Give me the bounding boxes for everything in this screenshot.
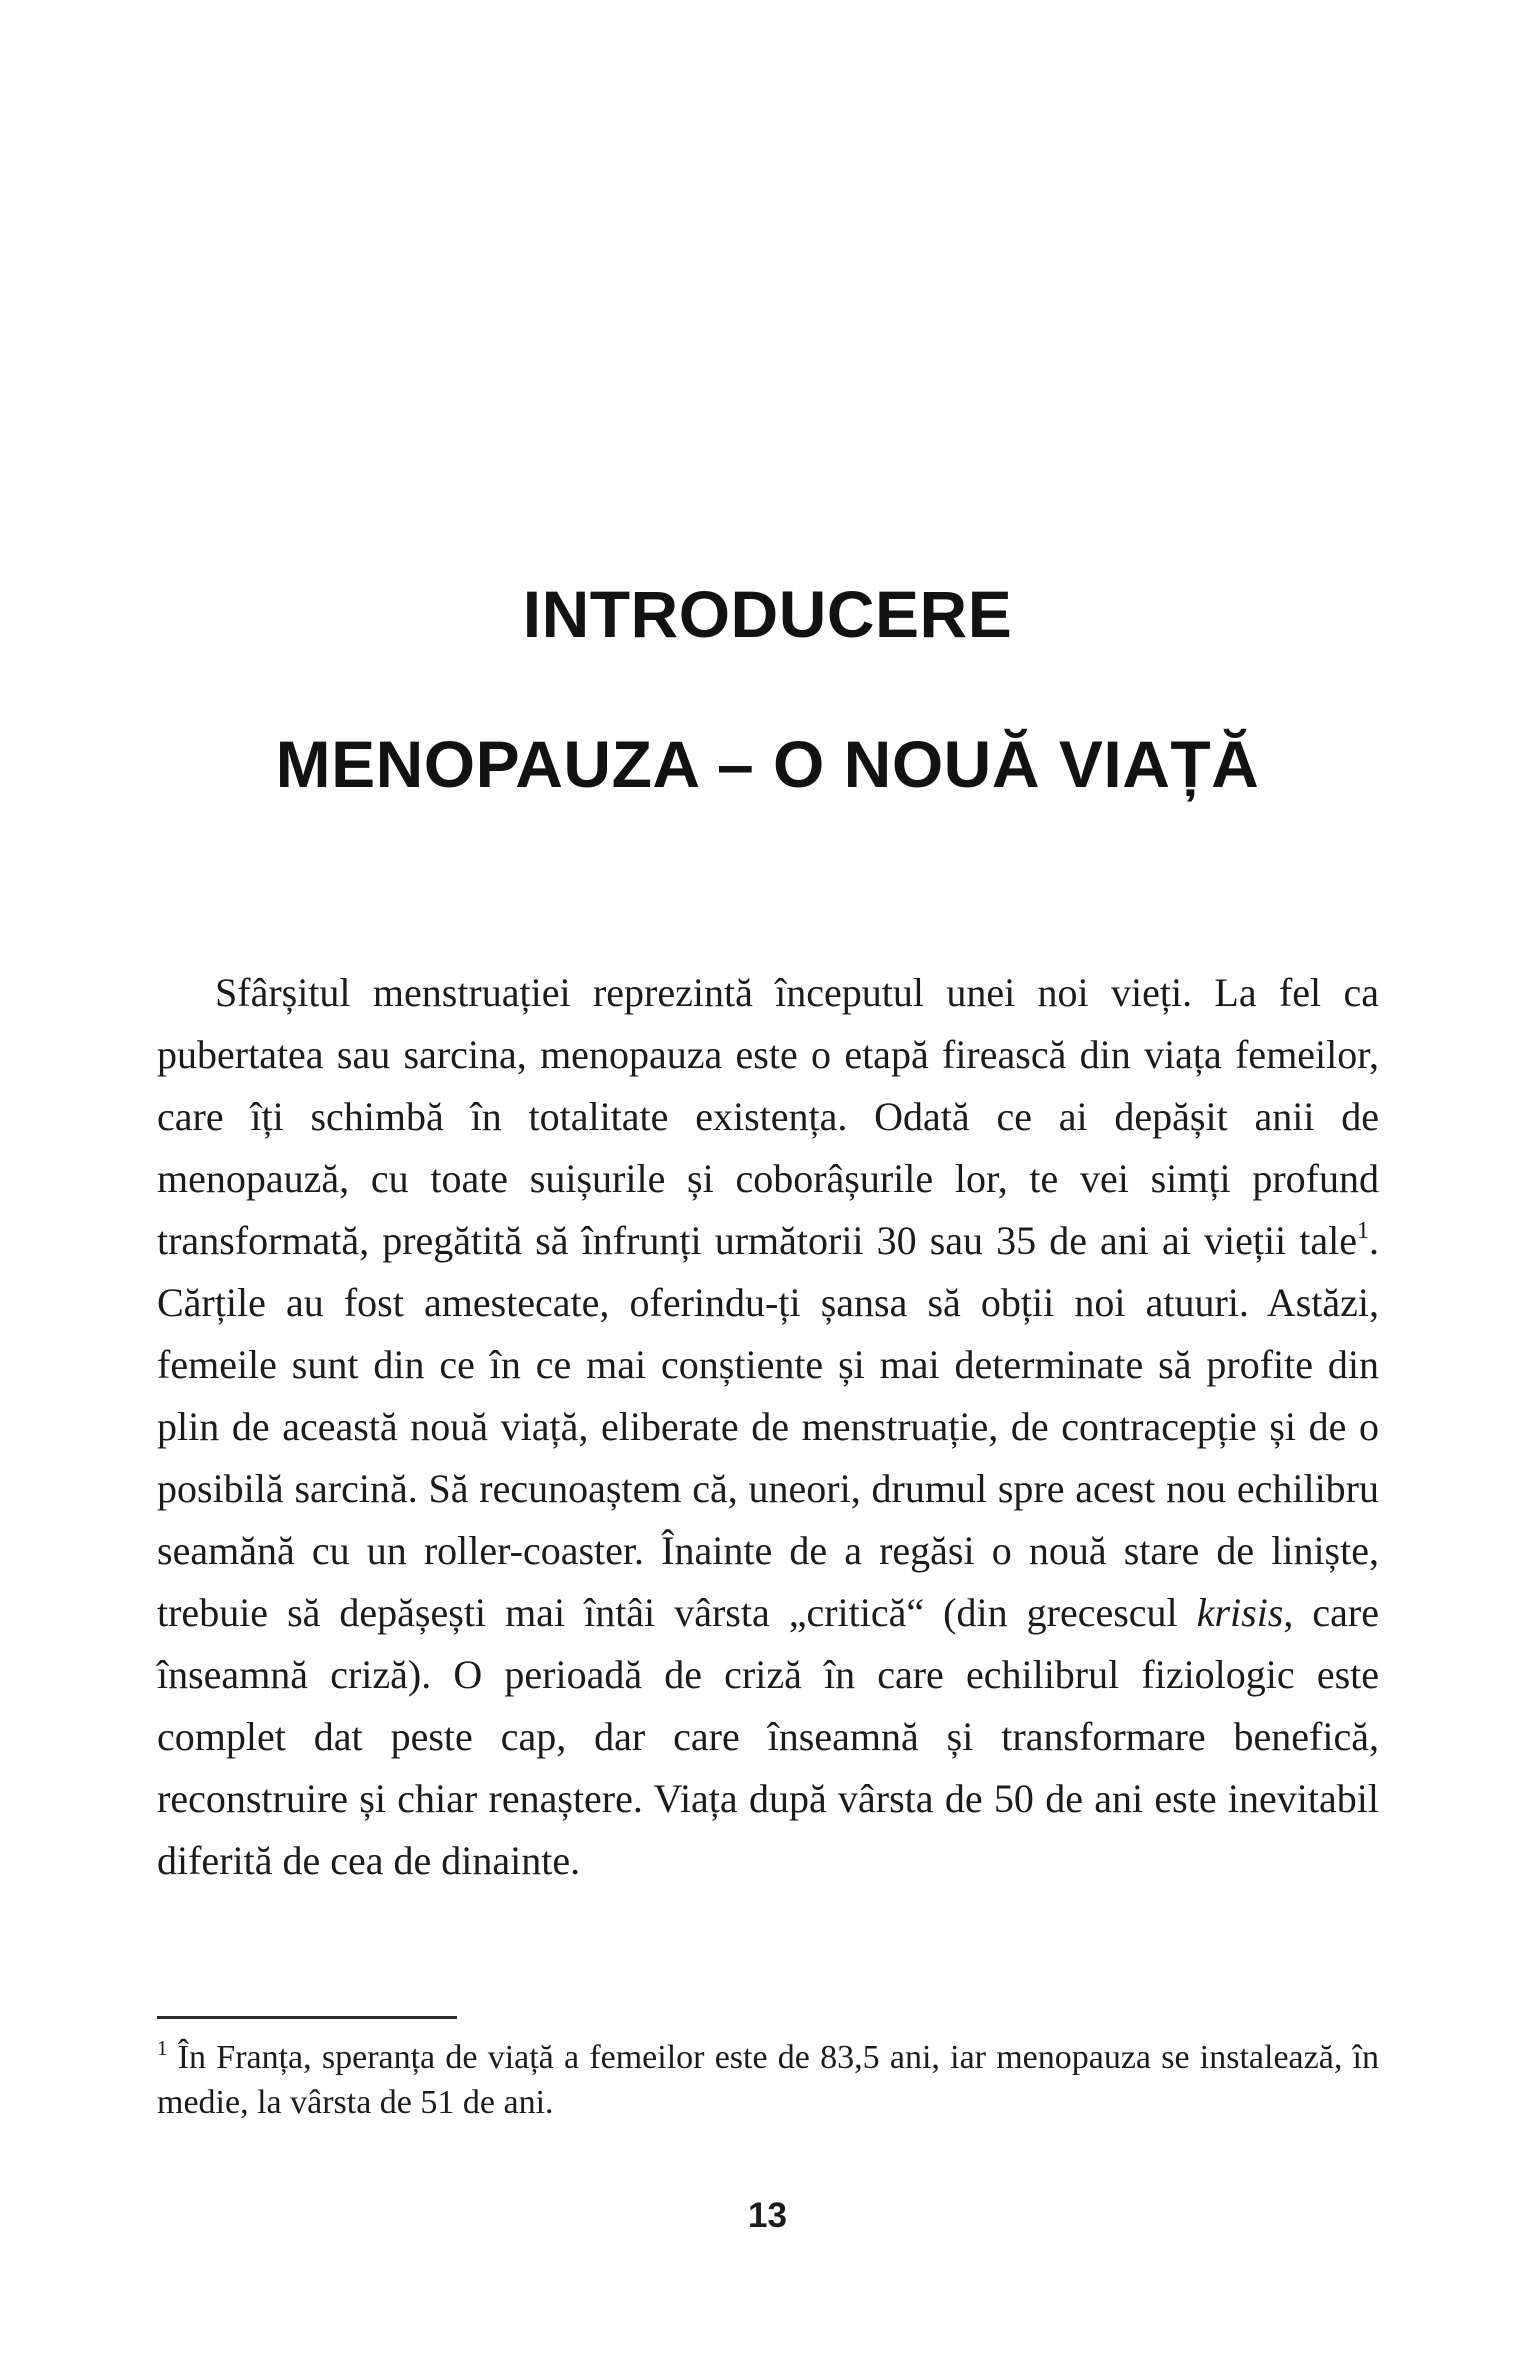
footnote-divider [157, 2016, 457, 2019]
chapter-subtitle: MENOPAUZA – O NOUĂ VIAȚĂ [275, 727, 1260, 801]
footnote-reference: 1 [1357, 1218, 1369, 1244]
italic-term: krisis [1196, 1590, 1284, 1635]
paragraph-segment-2: . Cărțile au fost amestecate, oferindu-ți șansa să obții noi atuuri. Astăzi, femeile sunt din ce în ce mai conștiente și mai determinate să profite din plin de această nouă viață, eliberate de menstruație, de contracepție și de o posibilă sarcină. Să recunoaștem că, uneori, drumul spre acest nou echilibru seamănă cu un roller-coaster. Înainte de a regăsi o nouă stare de liniște, trebuie să depășești mai întâi vârsta „critică“ (din grecescul [157, 1218, 1379, 1635]
chapter-title: INTRODUCERE [522, 577, 1013, 651]
footnote-marker: 1 [157, 2036, 168, 2060]
footnote-body: În Franța, speranța de viață a femeilor este de 83,5 ani, iar menopauza se instalează, în medie, la vârsta de 51 de ani. [157, 2039, 1380, 2121]
paragraph-segment-1: Sfârșitul menstruației reprezintă începutul unei noi vieți. La fel ca pubertatea sau sarcina, menopauza este o etapă firească din viața femeilor, care îți schimbă în totalitate existența. Odată ce ai depășit anii de menopauză, cu toate suișurile și coborâșurile lor, te vei simți profund transformată, pregătită să înfrunți următorii 30 sau 35 de ani ai vieții tale [157, 970, 1379, 1263]
paragraph-segment-3: , care înseamnă criză). O perioadă de criză în care echilibrul fiziologic este complet dat peste cap, dar care înseamnă și transformare benefică, reconstruire și chiar renaștere. Viața după vârsta de 50 de ani este inevitabil diferită de cea de dinainte. [157, 1590, 1379, 1883]
footnote-block [157, 2016, 1379, 2125]
footnote-text [157, 2035, 1379, 2125]
body-paragraph [157, 962, 1379, 1892]
page-number: 13 [748, 2196, 787, 2235]
